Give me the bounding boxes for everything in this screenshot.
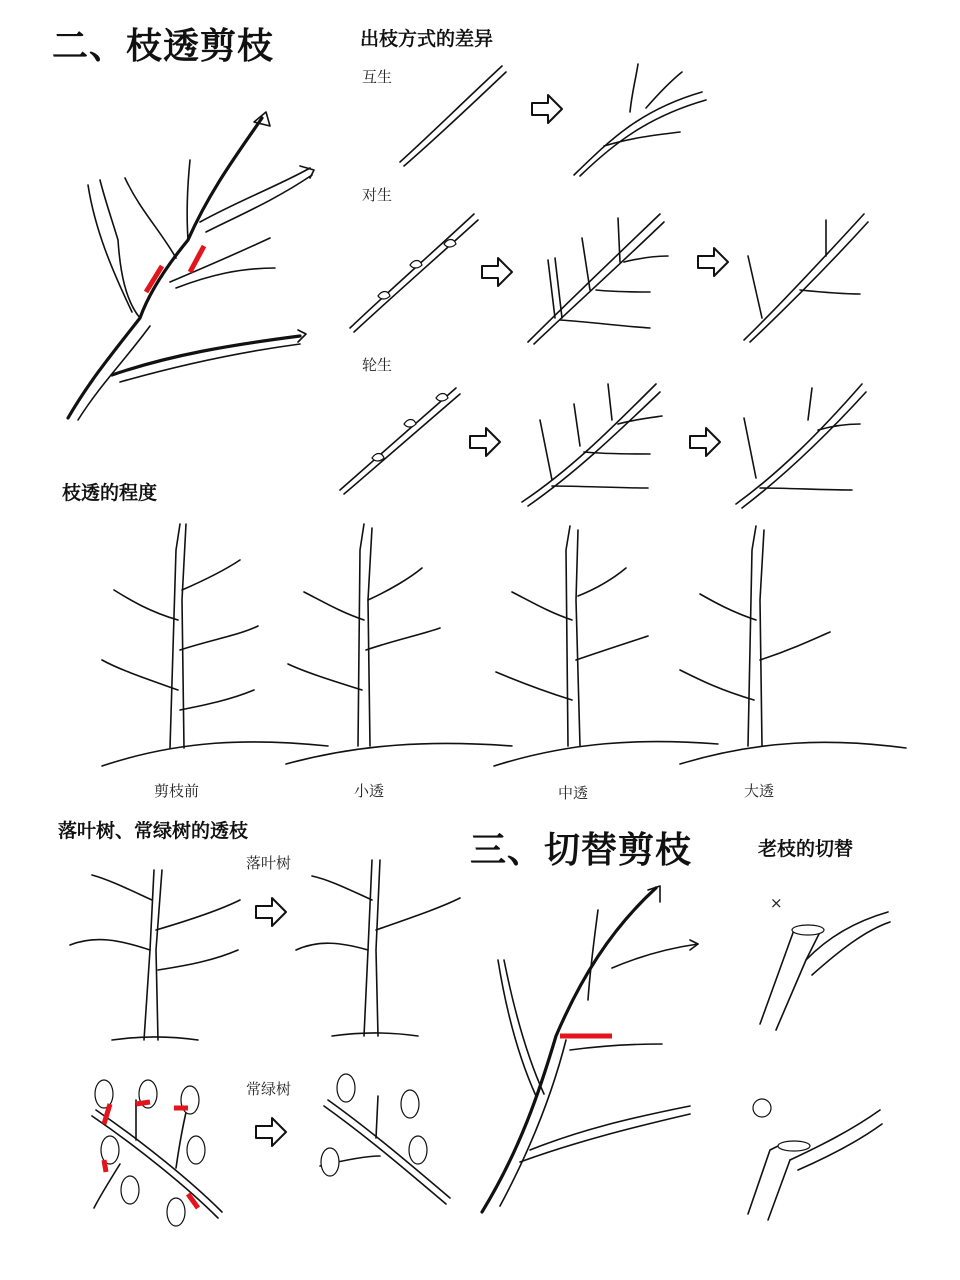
cut-mark-4 <box>136 1102 150 1104</box>
cut-mark-7 <box>188 1194 198 1208</box>
branching-title: 出枝方式的差异 <box>360 28 494 50</box>
right-mark <box>753 1099 771 1117</box>
outline-arrow-right-icon <box>532 95 562 123</box>
old-branch-replacement-illustration <box>748 912 890 1220</box>
degree-label-before: 剪枝前 <box>154 782 200 800</box>
thinning-branch-illustration <box>68 112 314 420</box>
outline-arrow-right-icon <box>690 428 720 456</box>
degree-label-heavy: 大透 <box>744 782 775 800</box>
outline-arrow-right-icon <box>470 428 500 456</box>
degree-title: 枝透的程度 <box>62 482 158 504</box>
alternate-branching-illustration <box>400 64 706 176</box>
deciduous-evergreen-title: 落叶树、常绿树的透枝 <box>58 820 249 842</box>
label-whorled: 轮生 <box>362 356 393 374</box>
opposite-branching-illustration <box>350 214 868 344</box>
outline-arrow-right-icon <box>482 258 512 286</box>
old-branch-title: 老枝的切替 <box>758 838 854 860</box>
section-title-replace: 三、切替剪枝 <box>470 830 693 871</box>
degree-trees <box>102 524 906 766</box>
label-opposite: 对生 <box>362 186 393 204</box>
deciduous-trees <box>70 860 460 1040</box>
degree-label-light: 小透 <box>354 782 385 800</box>
outline-arrow-right-icon <box>698 248 728 276</box>
outline-arrow-right-icon <box>256 898 286 926</box>
evergreen-branches <box>92 1074 450 1226</box>
label-alternate: 互生 <box>362 68 393 86</box>
label-deciduous: 落叶树 <box>246 854 292 872</box>
label-evergreen: 常绿树 <box>246 1080 292 1098</box>
outline-arrow-right-icon <box>256 1118 286 1146</box>
wrong-mark: × <box>770 894 783 912</box>
section-title-thinning: 二、枝透剪枝 <box>52 26 275 67</box>
cut-mark-6 <box>104 1160 106 1172</box>
replacement-branch-illustration <box>482 886 698 1212</box>
whorled-branching-illustration <box>340 384 866 508</box>
degree-label-medium: 中透 <box>558 784 589 802</box>
